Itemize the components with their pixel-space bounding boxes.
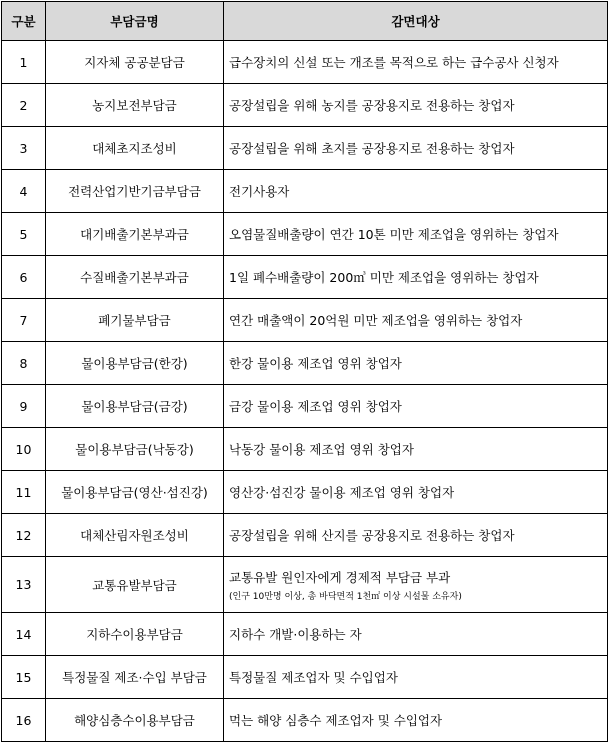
- row-no: 1: [2, 41, 46, 84]
- charge-name: 물이용부담금(낙동강): [46, 428, 224, 471]
- row-no: 7: [2, 299, 46, 342]
- table-row: [2, 256, 608, 299]
- charge-name: 물이용부담금(한강): [46, 342, 224, 385]
- exemption-target: 영산강·섬진강 물이용 제조업 영위 창업자: [224, 471, 608, 514]
- table-row: [2, 342, 608, 385]
- row-no: 4: [2, 170, 46, 213]
- exemption-target: 전기사용자: [224, 170, 608, 213]
- row-no: 11: [2, 471, 46, 514]
- exemption-target: 한강 물이용 제조업 영위 창업자: [224, 342, 608, 385]
- row-no: 12: [2, 514, 46, 557]
- table-row: [2, 557, 608, 613]
- row-no: 5: [2, 213, 46, 256]
- header-row: [2, 2, 608, 41]
- table-row: [2, 127, 608, 170]
- exemption-target: 지하수 개발·이용하는 자: [224, 613, 608, 656]
- header-charge-name: 부담금명: [46, 2, 224, 41]
- table-row: [2, 299, 608, 342]
- row-no: 9: [2, 385, 46, 428]
- exemption-target: 급수장치의 신설 또는 개조를 목적으로 하는 급수공사 신청자: [224, 41, 608, 84]
- table-row: [2, 84, 608, 127]
- exemption-target: 공장설립을 위해 초지를 공장용지로 전용하는 창업자: [224, 127, 608, 170]
- charge-name: 교통유발부담금: [46, 557, 224, 613]
- charge-name: 대체산림자원조성비: [46, 514, 224, 557]
- charge-name: 지자체 공공분담금: [46, 41, 224, 84]
- charge-name: 물이용부담금(영산·섬진강): [46, 471, 224, 514]
- exemption-target: 1일 폐수배출량이 200㎥ 미만 제조업을 영위하는 창업자: [224, 256, 608, 299]
- row-no: 2: [2, 84, 46, 127]
- exemption-target: 교통유발 원인자에게 경제적 부담금 부과: [229, 569, 451, 585]
- charge-name: 특정물질 제조·수입 부담금: [46, 656, 224, 699]
- row-no: 8: [2, 342, 46, 385]
- row-no: 16: [2, 699, 46, 742]
- row-no: 14: [2, 613, 46, 656]
- charge-name: 대기배출기본부과금: [46, 213, 224, 256]
- table-row: [2, 613, 608, 656]
- exemption-target: 연간 매출액이 20억원 미만 제조업을 영위하는 창업자: [224, 299, 608, 342]
- table-row: [2, 656, 608, 699]
- table-row: [2, 471, 608, 514]
- charge-name: 대체초지조성비: [46, 127, 224, 170]
- exemption-target: 특정물질 제조업자 및 수입업자: [224, 656, 608, 699]
- charge-name: 지하수이용부담금: [46, 613, 224, 656]
- exemption-target: 공장설립을 위해 농지를 공장용지로 전용하는 창업자: [224, 84, 608, 127]
- table-row: [2, 514, 608, 557]
- table-row: [2, 385, 608, 428]
- table-row: [2, 41, 608, 84]
- exemption-target-note: (인구 10만명 이상, 총 바닥면적 1천㎡ 이상 시설물 소유자): [229, 591, 462, 602]
- exemption-target: 낙동강 물이용 제조업 영위 창업자: [224, 428, 608, 471]
- charge-name: 농지보전부담금: [46, 84, 224, 127]
- header-exemption-target: 감면대상: [224, 2, 608, 41]
- row-no: 15: [2, 656, 46, 699]
- row-no: 10: [2, 428, 46, 471]
- exemption-target: 금강 물이용 제조업 영위 창업자: [224, 385, 608, 428]
- charges-table: [1, 1, 608, 742]
- table-row: [2, 170, 608, 213]
- charge-name: 전력산업기반기금부담금: [46, 170, 224, 213]
- exemption-target: 먹는 해양 심층수 제조업자 및 수입업자: [224, 699, 608, 742]
- table-row: [2, 699, 608, 742]
- row-no: 3: [2, 127, 46, 170]
- exemption-target: 공장설립을 위해 산지를 공장용지로 전용하는 창업자: [224, 514, 608, 557]
- header-no: 구분: [2, 2, 46, 41]
- charge-name: 폐기물부담금: [46, 299, 224, 342]
- exemption-target: 오염물질배출량이 연간 10톤 미만 제조업을 영위하는 창업자: [224, 213, 608, 256]
- row-no: 13: [2, 557, 46, 613]
- charge-name: 물이용부담금(금강): [46, 385, 224, 428]
- charge-name: 해양심층수이용부담금: [46, 699, 224, 742]
- row-no: 6: [2, 256, 46, 299]
- table-row: [2, 428, 608, 471]
- charge-name: 수질배출기본부과금: [46, 256, 224, 299]
- table-row: [2, 213, 608, 256]
- exemption-target-cell: [224, 557, 608, 613]
